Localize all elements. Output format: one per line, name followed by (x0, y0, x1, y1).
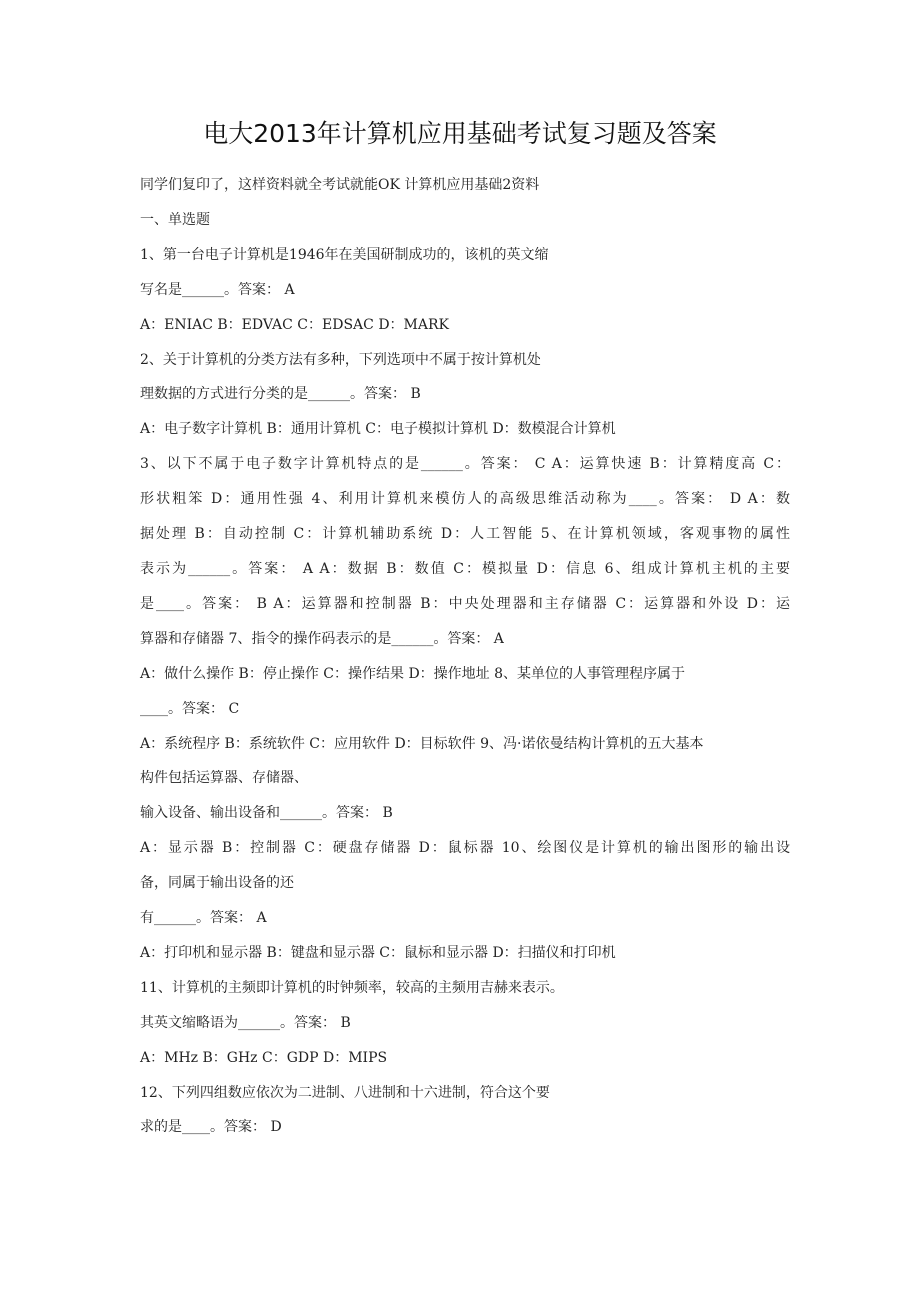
text-line: 一、单选题 (140, 211, 210, 228)
document-body (140, 168, 790, 1145)
text-line: 同学们复印了，这样资料就全考试就能OK 计算机应用基础2资料 (140, 177, 540, 193)
text-line: 11、计算机的主频即计算机的时钟频率，较高的主频用吉赫来表示。 (140, 979, 564, 996)
text-line: 写名是______。答案： A (140, 281, 295, 298)
text-line: 理数据的方式进行分类的是______。答案： B (140, 386, 421, 403)
text-line: A：显示器 B：控制器 C：硬盘存储器 D：鼠标器 10、绘图仪是计算机的输出图形的输出设 (140, 840, 790, 857)
text-line: A：做什么操作 B：停止操作 C：操作结果 D：操作地址 8、某单位的人事管理程序属于 (140, 665, 686, 682)
text-line: 1、第一台电子计算机是1946年在美国研制成功的，该机的英文缩 (140, 246, 549, 263)
text-line: 12、下列四组数应依次为二进制、八进制和十六进制，符合这个要 (140, 1084, 550, 1101)
text-line: 是____。答案： B A：运算器和控制器 B：中央处理器和主存储器 C：运算器和外设 D：运 (140, 595, 790, 612)
text-line: 输入设备、输出设备和______。答案： B (140, 805, 393, 822)
text-line: 有______。答案： A (140, 910, 267, 927)
text-line: 3、以下不属于电子数字计算机特点的是______。答案： C A：运算快速 B：计算精度高 C： (140, 456, 790, 473)
text-line: 备，同属于输出设备的还 (140, 875, 294, 892)
text-line: 2、关于计算机的分类方法有多种，下列选项中不属于按计算机处 (140, 351, 541, 368)
text-line: 构件包括运算器、存储器、 (140, 770, 308, 787)
text-line: A：MHz B：GHz C：GDP D：MIPS (140, 1049, 388, 1066)
text-line: A：系统程序 B：系统软件 C：应用软件 D：目标软件 9、冯·诺依曼结构计算机的五大基本 (140, 735, 704, 752)
document-title: 电大2013年计算机应用基础考试复习题及答案 (203, 119, 717, 148)
text-line: 其英文缩略语为______。答案： B (140, 1014, 351, 1031)
text-line: 据处理 B：自动控制 C：计算机辅助系统 D：人工智能 5、在计算机领域，客观事物的属性 (140, 526, 790, 543)
text-line: A：打印机和显示器 B：键盘和显示器 C：鼠标和显示器 D：扫描仪和打印机 (140, 944, 616, 961)
text-line: A：电子数字计算机 B：通用计算机 C：电子模拟计算机 D：数模混合计算机 (140, 421, 616, 438)
text-line: 形状粗笨 D：通用性强 4、利用计算机来模仿人的高级思维活动称为____。答案： D A：数 (140, 491, 790, 508)
text-line: 求的是____。答案： D (140, 1119, 282, 1136)
text-line: 表示为______。答案： A A：数据 B：数值 C：模拟量 D：信息 6、组成计算机主机的主要 (140, 560, 790, 577)
text-line: A：ENIAC B：EDVAC C：EDSAC D：MARK (140, 316, 449, 333)
text-line: ____。答案： C (140, 700, 240, 717)
text-line: 算器和存储器 7、指令的操作码表示的是______。答案： A (140, 630, 504, 647)
